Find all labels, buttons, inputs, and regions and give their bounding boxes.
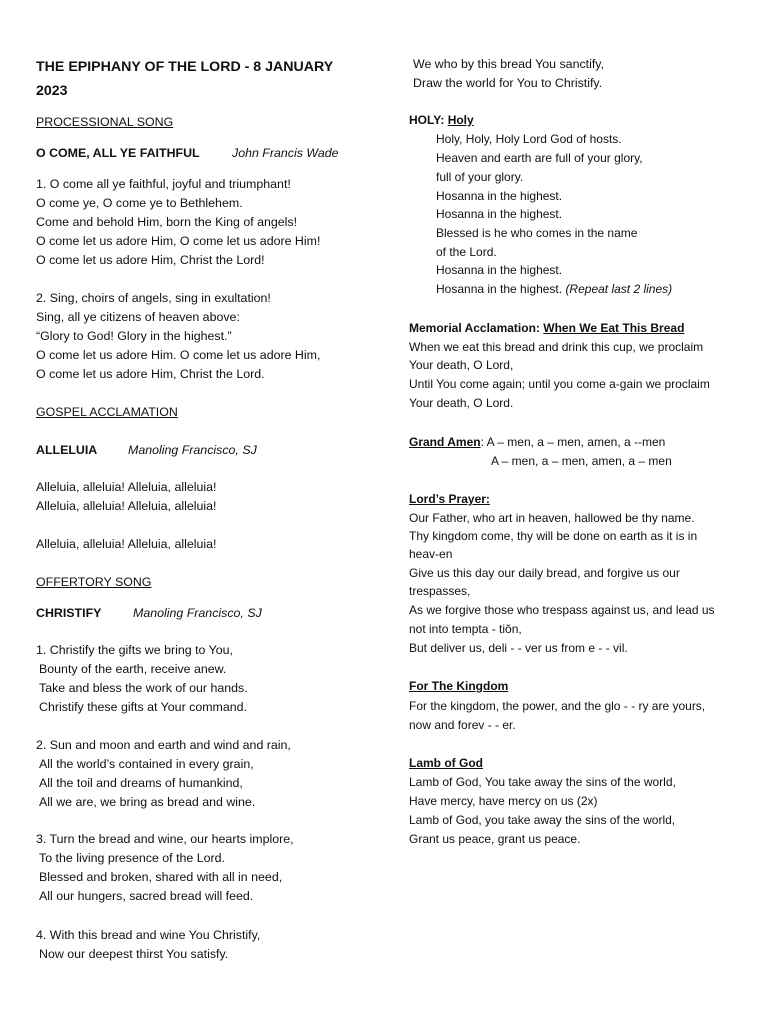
offertory-v1-line: Take and bless the work of our hands. — [39, 681, 248, 695]
processional-song-title: O COME, ALL YE FAITHFUL — [36, 146, 200, 160]
holy-line: Hosanna in the highest. — [436, 207, 563, 221]
kingdom-heading: For The Kingdom — [409, 679, 509, 693]
gospel-line: Alleluia, alleluia! Alleluia, alleluia! — [36, 537, 217, 551]
lamb-of-god-line: Lamb of God, you take away the sins of the world, — [409, 813, 676, 827]
memorial-song-title: When We Eat This Bread — [543, 321, 685, 335]
offertory-v4-line: 4. With this bread and wine You Christify, — [36, 928, 261, 942]
lamb-of-god-line: Grant us peace, grant us peace. — [409, 832, 581, 846]
holy-line: Holy, Holy, Holy Lord God of hosts. — [436, 132, 622, 146]
offertory-v3-line: To the living presence of the Lord. — [39, 851, 225, 865]
processional-v1-line: O come let us adore Him, O come let us adore Him! — [36, 234, 321, 248]
holy-repeat-note: (Repeat last 2 lines) — [565, 282, 673, 296]
lords-prayer-line: not into tempta - tiŏn, — [409, 622, 522, 636]
holy-last-line: Hosanna in the highest. — [436, 282, 563, 296]
holy-line — [436, 280, 672, 298]
gospel-line: Alleluia, alleluia! Alleluia, alleluia! — [36, 480, 217, 494]
lords-prayer-line: Our Father, who art in heaven, hallowed be thy name. — [409, 511, 695, 525]
holy-label: HOLY: — [409, 113, 445, 127]
offertory-v2-line: All we are, we bring as bread and wine. — [39, 795, 256, 809]
offertory-v4-line: Draw the world for You to Christify. — [413, 76, 603, 90]
lords-prayer-line: trespasses, — [409, 584, 471, 598]
processional-v1-line: 1. O come all ye faithful, joyful and triumphant! — [36, 177, 291, 191]
memorial-label: Memorial Acclamation: — [409, 321, 540, 335]
offertory-v3-line: All our hungers, sacred bread will feed. — [39, 889, 254, 903]
offertory-v1-line: Christify these gifts at Your command. — [39, 700, 247, 714]
offertory-author: Manoling Francisco, SJ — [133, 606, 262, 620]
processional-v1-line: O come ye, O come ye to Bethlehem. — [36, 196, 243, 210]
memorial-line: Your death, O Lord. — [409, 396, 514, 410]
holy-line: Heaven and earth are full of your glory, — [436, 151, 643, 165]
grand-amen-line — [409, 433, 665, 451]
lamb-of-god-line: Have mercy, have mercy on us (2x) — [409, 794, 598, 808]
grand-amen-line-2: A – men, a – men, amen, a – men — [491, 454, 672, 468]
lamb-of-god-line: Lamb of God, You take away the sins of the world, — [409, 775, 676, 789]
lamb-of-god-heading: Lamb of God — [409, 756, 483, 770]
offertory-v4-line: Now our deepest thirst You satisfy. — [39, 947, 229, 961]
offertory-v4-line: We who by this bread You sanctify, — [413, 57, 605, 71]
holy-line: of the Lord. — [436, 245, 497, 259]
holy-heading — [409, 111, 474, 129]
kingdom-line: now and forev - - er. — [409, 718, 516, 732]
offertory-v1-line: 1. Christify the gifts we bring to You, — [36, 643, 233, 657]
offertory-v3-line: 3. Turn the bread and wine, our hearts implore, — [36, 832, 294, 846]
offertory-heading: OFFERTORY SONG — [36, 575, 152, 589]
processional-v1-line: Come and behold Him, born the King of angels! — [36, 215, 298, 229]
memorial-line: Your death, O Lord, — [409, 358, 514, 372]
memorial-line: When we eat this bread and drink this cup, we proclaim — [409, 340, 704, 354]
holy-line: Hosanna in the highest. — [436, 263, 563, 277]
processional-v2-line: O come let us adore Him. O come let us adore Him, — [36, 348, 321, 362]
processional-v1-line: O come let us adore Him, Christ the Lord! — [36, 253, 265, 267]
processional-v2-line: O come let us adore Him, Christ the Lord. — [36, 367, 265, 381]
lords-prayer-line: But deliver us, deli - - ver us from e - - vil. — [409, 641, 628, 655]
processional-v2-line: Sing, all ye citizens of heaven above: — [36, 310, 240, 324]
offertory-song-title: CHRISTIFY — [36, 606, 102, 620]
offertory-v2-line: 2. Sun and moon and earth and wind and rain, — [36, 738, 291, 752]
offertory-v2-line: All the world’s contained in every grain, — [39, 757, 254, 771]
lords-prayer-line: As we forgive those who trespass against us, and lead us — [409, 603, 715, 617]
holy-line: Blessed is he who comes in the name — [436, 226, 638, 240]
page-title-line-2: 2023 — [36, 83, 68, 99]
offertory-v2-line: All the toil and dreams of humankind, — [39, 776, 243, 790]
grand-amen-text: : A – men, a – men, amen, a --men — [480, 435, 666, 449]
holy-song-title: Holy — [447, 113, 474, 127]
holy-line: Hosanna in the highest. — [436, 189, 563, 203]
lords-prayer-heading: Lord’s Prayer: — [409, 492, 490, 506]
processional-v2-line: “Glory to God! Glory in the highest.” — [36, 329, 232, 343]
gospel-heading: GOSPEL ACCLAMATION — [36, 405, 178, 419]
offertory-v1-line: Bounty of the earth, receive anew. — [39, 662, 227, 676]
memorial-heading — [409, 319, 684, 337]
memorial-line: Until You come again; until you come a-gain we proclaim — [409, 377, 710, 391]
grand-amen-label: Grand Amen — [409, 435, 481, 449]
processional-author: John Francis Wade — [232, 146, 339, 160]
kingdom-line: For the kingdom, the power, and the glo - - ry are yours, — [409, 699, 706, 713]
gospel-song-title: ALLELUIA — [36, 443, 98, 457]
lords-prayer-line: Give us this day our daily bread, and forgive us our — [409, 566, 680, 580]
page-title-line-1: THE EPIPHANY OF THE LORD - 8 JANUARY — [36, 59, 334, 75]
gospel-line: Alleluia, alleluia! Alleluia, alleluia! — [36, 499, 217, 513]
lords-prayer-line: heav-en — [409, 547, 453, 561]
lords-prayer-line: Thy kingdom come, thy will be done on earth as it is in — [409, 529, 698, 543]
gospel-author: Manoling Francisco, SJ — [128, 443, 257, 457]
holy-line: full of your glory. — [436, 170, 524, 184]
offertory-v3-line: Blessed and broken, shared with all in need, — [39, 870, 283, 884]
processional-heading: PROCESSIONAL SONG — [36, 115, 174, 129]
processional-v2-line: 2. Sing, choirs of angels, sing in exultation! — [36, 291, 271, 305]
